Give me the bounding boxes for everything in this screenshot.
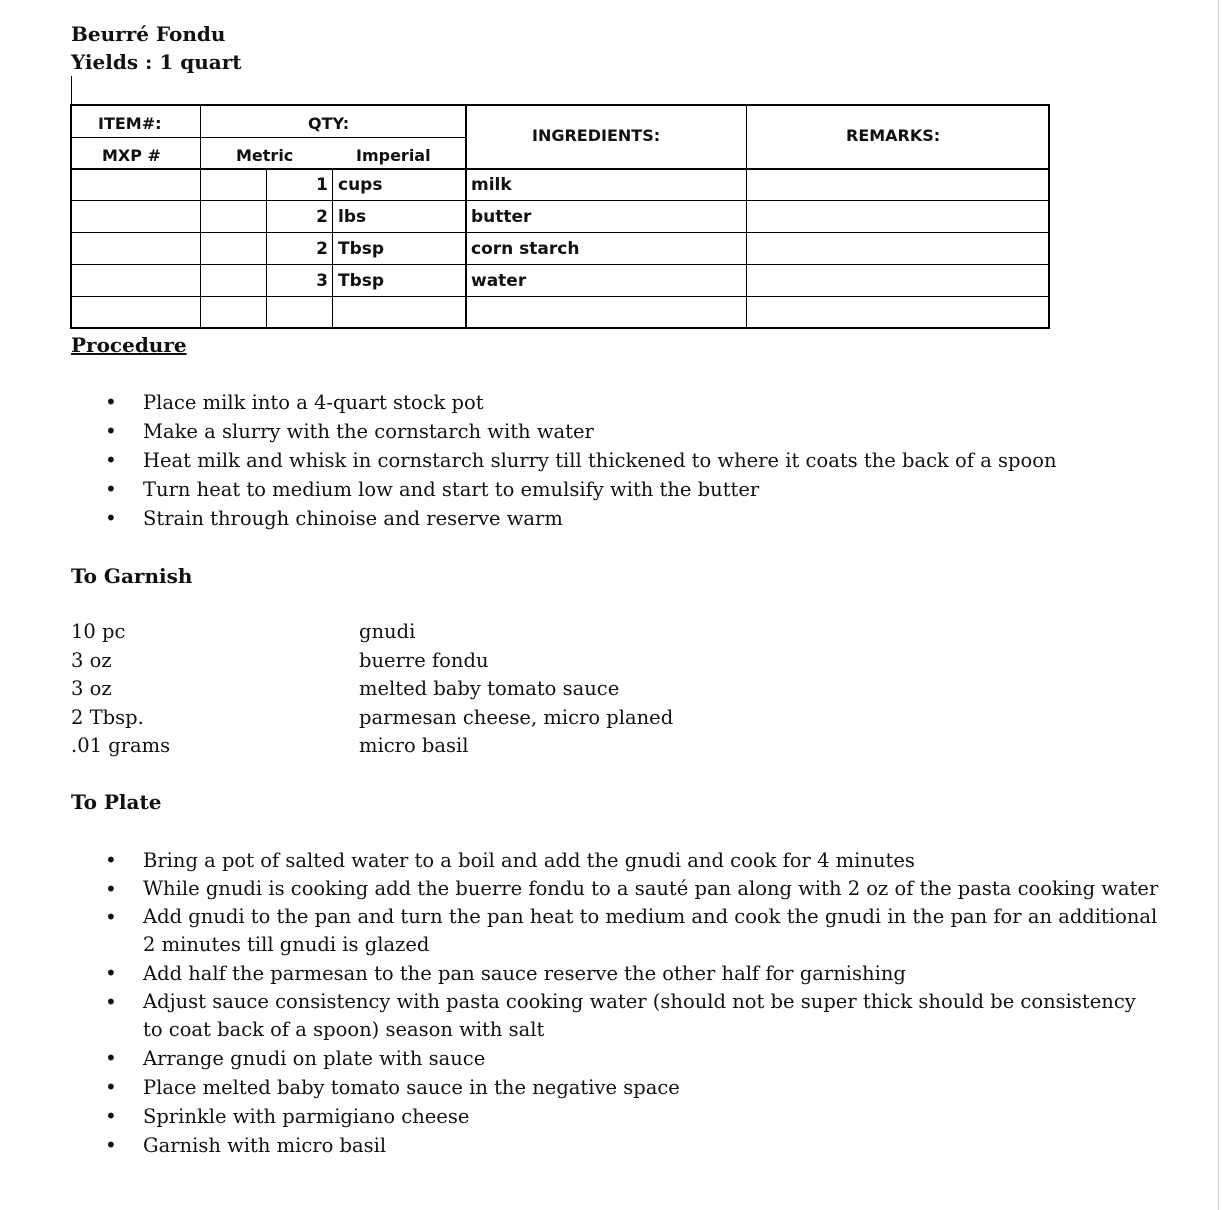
row-ingredient: water [471, 271, 527, 291]
recipe-title: Beurré Fondu [71, 22, 226, 46]
garnish-item: gnudi [359, 620, 416, 643]
row-unit: cups [338, 175, 383, 195]
garnish-qty: 10 pc [71, 620, 126, 643]
row-ingredient: milk [471, 175, 512, 195]
list-item: • Sprinkle with parmigiano cheese [100, 1102, 1160, 1131]
garnish-list [71, 618, 871, 761]
recipe-yield: Yields : 1 quart [71, 50, 242, 74]
list-item: • Add half the parmesan to the pan sauce reserve the other half for garnishing [100, 959, 1160, 988]
list-item: • Make a slurry with the cornstarch with water [100, 417, 1180, 446]
row-amount: 3 [316, 271, 328, 291]
header-remarks: REMARKS: [846, 126, 941, 145]
header-metric: Metric [236, 146, 294, 165]
garnish-item: melted baby tomato sauce [359, 677, 620, 700]
garnish-row [71, 647, 871, 676]
row-unit: Tbsp [338, 239, 385, 259]
list-item: • Adjust sauce consistency with pasta cooking water (should not be super thick should be consistency to coat back of a spoon) season with salt [100, 988, 1160, 1044]
garnish-item: micro basil [359, 734, 469, 757]
header-qty: QTY: [308, 114, 350, 133]
list-item: • Turn heat to medium low and start to emulsify with the butter [100, 475, 1180, 504]
list-item: • Add gnudi to the pan and turn the pan heat to medium and cook the gnudi in the pan for an additional 2 minutes till gnudi is glazed [100, 903, 1160, 959]
list-item: • While gnudi is cooking add the buerre fondu to a sauté pan along with 2 oz of the pasta cooking water [100, 875, 1160, 903]
garnish-qty: 3 oz [71, 648, 112, 672]
garnish-item: parmesan cheese, micro planed [359, 705, 674, 729]
page-edge-rule [1218, 0, 1219, 1210]
row-amount: 2 [316, 239, 328, 259]
text-cursor-mark [71, 76, 72, 104]
garnish-row [71, 675, 871, 704]
garnish-qty: .01 grams [71, 734, 171, 757]
garnish-heading: To Garnish [71, 564, 193, 588]
procedure-list [100, 388, 1180, 533]
plating-list [100, 846, 1160, 1160]
procedure-heading: Procedure [71, 333, 187, 357]
garnish-row [71, 618, 871, 647]
garnish-qty: 3 oz [71, 677, 112, 700]
list-item: • Place milk into a 4-quart stock pot [100, 388, 1180, 417]
header-mxp: MXP # [102, 146, 161, 165]
list-item: • Arrange gnudi on plate with sauce [100, 1044, 1160, 1073]
row-unit: Tbsp [338, 271, 385, 291]
garnish-qty: 2 Tbsp. [71, 705, 144, 729]
header-imperial: Imperial [356, 146, 431, 165]
header-item: ITEM#: [98, 114, 162, 133]
list-item: • Strain through chinoise and reserve warm [100, 504, 1180, 533]
garnish-item: buerre fondu [359, 648, 489, 672]
garnish-row [71, 704, 871, 733]
plate-heading: To Plate [71, 790, 162, 814]
list-item: • Garnish with micro basil [100, 1131, 1160, 1160]
list-item: • Bring a pot of salted water to a boil and add the gnudi and cook for 4 minutes [100, 846, 1160, 875]
row-ingredient: corn starch [471, 239, 580, 259]
list-item: • Place melted baby tomato sauce in the negative space [100, 1073, 1160, 1102]
garnish-row [71, 732, 871, 761]
row-amount: 1 [316, 175, 328, 195]
row-amount: 2 [316, 207, 328, 227]
list-item: • Heat milk and whisk in cornstarch slurry till thickened to where it coats the back of a spoon [100, 446, 1180, 475]
ingredient-table [70, 104, 1050, 329]
header-ingredients: INGREDIENTS: [532, 126, 661, 145]
row-ingredient: butter [471, 207, 532, 227]
row-unit: lbs [338, 207, 367, 227]
